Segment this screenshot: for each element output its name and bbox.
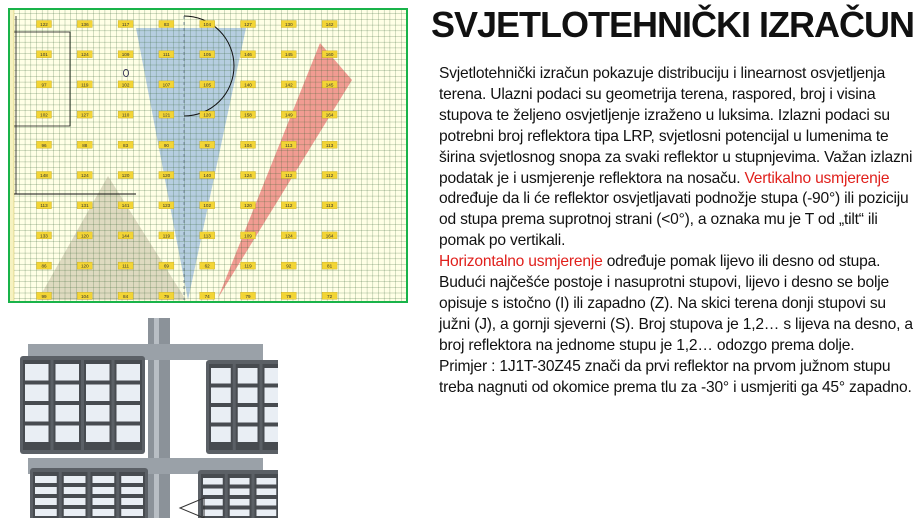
led-strip: [203, 499, 223, 506]
illuminance-value: 88: [82, 142, 88, 148]
led-strip: [230, 510, 250, 517]
illuminance-value: 120: [203, 112, 212, 118]
led-strip: [203, 478, 223, 485]
led-strip: [257, 478, 277, 485]
led-strip: [121, 476, 143, 483]
illuminance-value: 145: [325, 82, 334, 88]
illuminance-value: 160: [325, 52, 334, 58]
illuminance-value: 74: [204, 293, 210, 299]
illuminance-value: 124: [80, 52, 89, 58]
led-strip: [93, 498, 115, 505]
illuminance-value: 111: [122, 263, 130, 269]
illuminance-value: 113: [325, 142, 334, 148]
illuminance-value: 164: [325, 112, 334, 118]
illuminance-value: 99: [41, 293, 47, 299]
illuminance-value: 110: [121, 112, 130, 118]
led-strip: [230, 489, 250, 496]
illuminance-value: 120: [244, 203, 252, 209]
led-strip: [93, 487, 115, 494]
illuminance-value: 142: [284, 82, 293, 88]
illuminance-value: 109: [244, 233, 252, 239]
illuminance-value: 142: [325, 22, 334, 27]
floodlight-photo: [8, 318, 278, 518]
illuminance-value: 127: [80, 112, 89, 118]
illuminance-value: 113: [325, 203, 334, 209]
floodlight-photo-svg: [8, 318, 278, 518]
illuminance-value: 158: [244, 112, 252, 118]
led-strip: [265, 427, 279, 443]
illuminance-value: 123: [162, 203, 171, 209]
intro-text: Svjetlotehnički izračun pokazuje distribuciju i linearnost osvjetljenja terena. Ulazni podaci su geometrija terena, raspored, broj i visina stupova te željeno osvjetljenje izraženo u luksima. Izlazni podaci su potrebni broj reflektora tipa LRP, svjetlosni potencijal u lumenima te širina svjetlosnog snopa za svaki reflektor u stupnjevima. Važan izlazni podatak je i usmjerenje reflektora na nosaču.: [439, 65, 913, 187]
illuminance-value: 113: [40, 203, 48, 209]
led-strip: [211, 388, 231, 404]
illuminance-value: 111: [162, 52, 170, 58]
led-strip: [117, 364, 141, 381]
illuminance-value: 113: [203, 233, 211, 239]
led-strip: [117, 426, 141, 443]
illuminance-value: 149: [284, 112, 293, 118]
paragraph-example: Primjer : 1J1T-30Z45 znači da prvi reflektor na prvom južnom stupu treba nagnuti od okomice prema tlu za -30° i usmjeriti ga 45° zapadno.: [439, 357, 912, 396]
illuminance-value: 79: [245, 293, 251, 299]
illuminance-value: 112: [285, 203, 293, 209]
illuminance-value: 117: [121, 22, 130, 27]
illuminance-value: 107: [162, 82, 171, 88]
led-strip: [25, 385, 49, 402]
illuminance-value: 146: [244, 52, 252, 58]
illuminance-value: 69: [163, 263, 169, 269]
illuminance-value: 120: [80, 263, 89, 269]
led-strip: [64, 509, 86, 516]
illuminance-value: 131: [80, 203, 89, 209]
led-strip: [25, 405, 49, 422]
illuminance-value: 104: [80, 293, 89, 299]
illuminance-value: 124: [244, 173, 252, 178]
led-strip: [121, 487, 143, 494]
led-strip: [257, 510, 277, 517]
illuminance-value: 113: [285, 142, 293, 148]
led-strip: [25, 426, 49, 443]
illuminance-value: 130: [284, 22, 293, 27]
led-strip: [203, 510, 223, 517]
led-strip: [238, 368, 258, 384]
vertical-aim-text: određuje da li će reflektor osvjetljavati podnožje stupa (-90°) ili poziciju od stupa prema suprotnoj strani (<0°), a oznaka mu je T od „tilt“ ili pomak po vertikali.: [439, 190, 909, 250]
illuminance-value: 145: [284, 52, 293, 58]
illuminance-value: 121: [162, 112, 171, 118]
led-strip: [86, 405, 110, 422]
illuminance-value: 83: [163, 22, 169, 27]
led-strip: [230, 478, 250, 485]
led-strip: [265, 407, 279, 423]
led-strip: [86, 385, 110, 402]
led-strip: [64, 487, 86, 494]
led-strip: [93, 476, 115, 483]
lighting-grid-svg: [8, 8, 408, 303]
horizontal-aim-text: određuje pomak lijevo ili desno od stupa. Budući najčešće postoje i nasuprotni stupovi, lijevo i desno se bolje opisuje s istočno (I) ili zapadno (Z). Na skici terena donji stupovi su južni (J), a gornji sjeverni (S). Broj stupova je 1,2… s lijeva na desno, a broj reflektora na jednome stupu je 1,2… odozgo prema dolje.: [439, 253, 913, 354]
illuminance-value: 84: [123, 293, 129, 299]
illuminance-value: 79: [163, 293, 169, 299]
illuminance-value: 140: [244, 82, 252, 88]
led-strip: [203, 489, 223, 496]
led-strip: [265, 368, 279, 384]
illuminance-value: 81: [327, 263, 333, 269]
led-strip: [56, 405, 80, 422]
illuminance-value: 144: [121, 233, 130, 239]
illuminance-value: 96: [41, 142, 47, 148]
illuminance-value: 105: [203, 82, 212, 88]
illuminance-value: 105: [203, 52, 212, 58]
illuminance-value: 140: [203, 173, 212, 178]
illuminance-value: 90: [163, 142, 169, 148]
paragraph-intro: [439, 64, 917, 252]
illuminance-value: 119: [81, 82, 89, 88]
illuminance-value: 119: [162, 233, 171, 239]
led-strip: [86, 426, 110, 443]
led-strip: [35, 498, 57, 505]
illuminance-value: 119: [244, 263, 252, 269]
vertical-aim-term: Vertikalno usmjerenje: [744, 169, 890, 187]
led-strip: [64, 476, 86, 483]
illuminance-value: 102: [40, 112, 48, 118]
illuminance-value: 120: [162, 173, 171, 178]
led-strip: [35, 509, 57, 516]
illuminance-value: 72: [327, 293, 333, 299]
illuminance-value: 122: [40, 22, 48, 27]
horizontal-aim-term: Horizontalno usmjerenje: [439, 253, 603, 271]
led-strip: [56, 364, 80, 381]
illuminance-value: 83: [123, 142, 129, 148]
led-strip: [56, 426, 80, 443]
illuminance-value: 120: [80, 233, 89, 239]
led-strip: [211, 368, 231, 384]
led-strip: [257, 499, 277, 506]
illuminance-value: 148: [40, 173, 48, 178]
illuminance-value: 79: [286, 293, 292, 299]
illuminance-value: 112: [285, 173, 293, 178]
led-strip: [121, 509, 143, 516]
illuminance-value: 104: [203, 22, 212, 27]
illuminance-value: 101: [40, 52, 48, 58]
led-strip: [230, 499, 250, 506]
illuminance-value: 127: [244, 22, 252, 27]
illuminance-value: 62: [204, 263, 210, 269]
led-strip: [35, 487, 57, 494]
led-strip: [93, 509, 115, 516]
illuminance-value: 124: [80, 173, 89, 178]
led-strip: [64, 498, 86, 505]
led-strip: [238, 427, 258, 443]
body-text: [439, 64, 917, 399]
illuminance-value: 102: [121, 82, 130, 88]
led-strip: [121, 498, 143, 505]
led-strip: [117, 385, 141, 402]
illuminance-value: 92: [286, 263, 292, 269]
led-strip: [257, 489, 277, 496]
illuminance-value: 86: [41, 263, 47, 269]
illuminance-value: 112: [325, 173, 334, 178]
illuminance-value: 104: [244, 142, 252, 148]
illuminance-value: 109: [121, 52, 130, 58]
page-title: SVJETLOTEHNIČKI IZRAČUN: [431, 4, 915, 45]
led-strip: [56, 385, 80, 402]
illuminance-value: 141: [121, 203, 130, 209]
illuminance-value: 124: [284, 233, 293, 239]
led-strip: [35, 476, 57, 483]
led-strip: [211, 407, 231, 423]
illuminance-value: 97: [41, 82, 47, 88]
illuminance-value: 92: [204, 142, 210, 148]
led-strip: [117, 405, 141, 422]
illuminance-value: 136: [80, 22, 89, 27]
lighting-grid-figure: [8, 8, 408, 303]
illuminance-value: 164: [325, 233, 334, 239]
illuminance-value: 102: [203, 203, 212, 209]
led-strip: [238, 388, 258, 404]
illuminance-value: 133: [40, 233, 48, 239]
paragraph-horizontal: [439, 252, 917, 357]
illuminance-value: 120: [121, 173, 130, 178]
led-strip: [265, 388, 279, 404]
led-strip: [25, 364, 49, 381]
led-strip: [211, 427, 231, 443]
led-strip: [238, 407, 258, 423]
led-strip: [86, 364, 110, 381]
